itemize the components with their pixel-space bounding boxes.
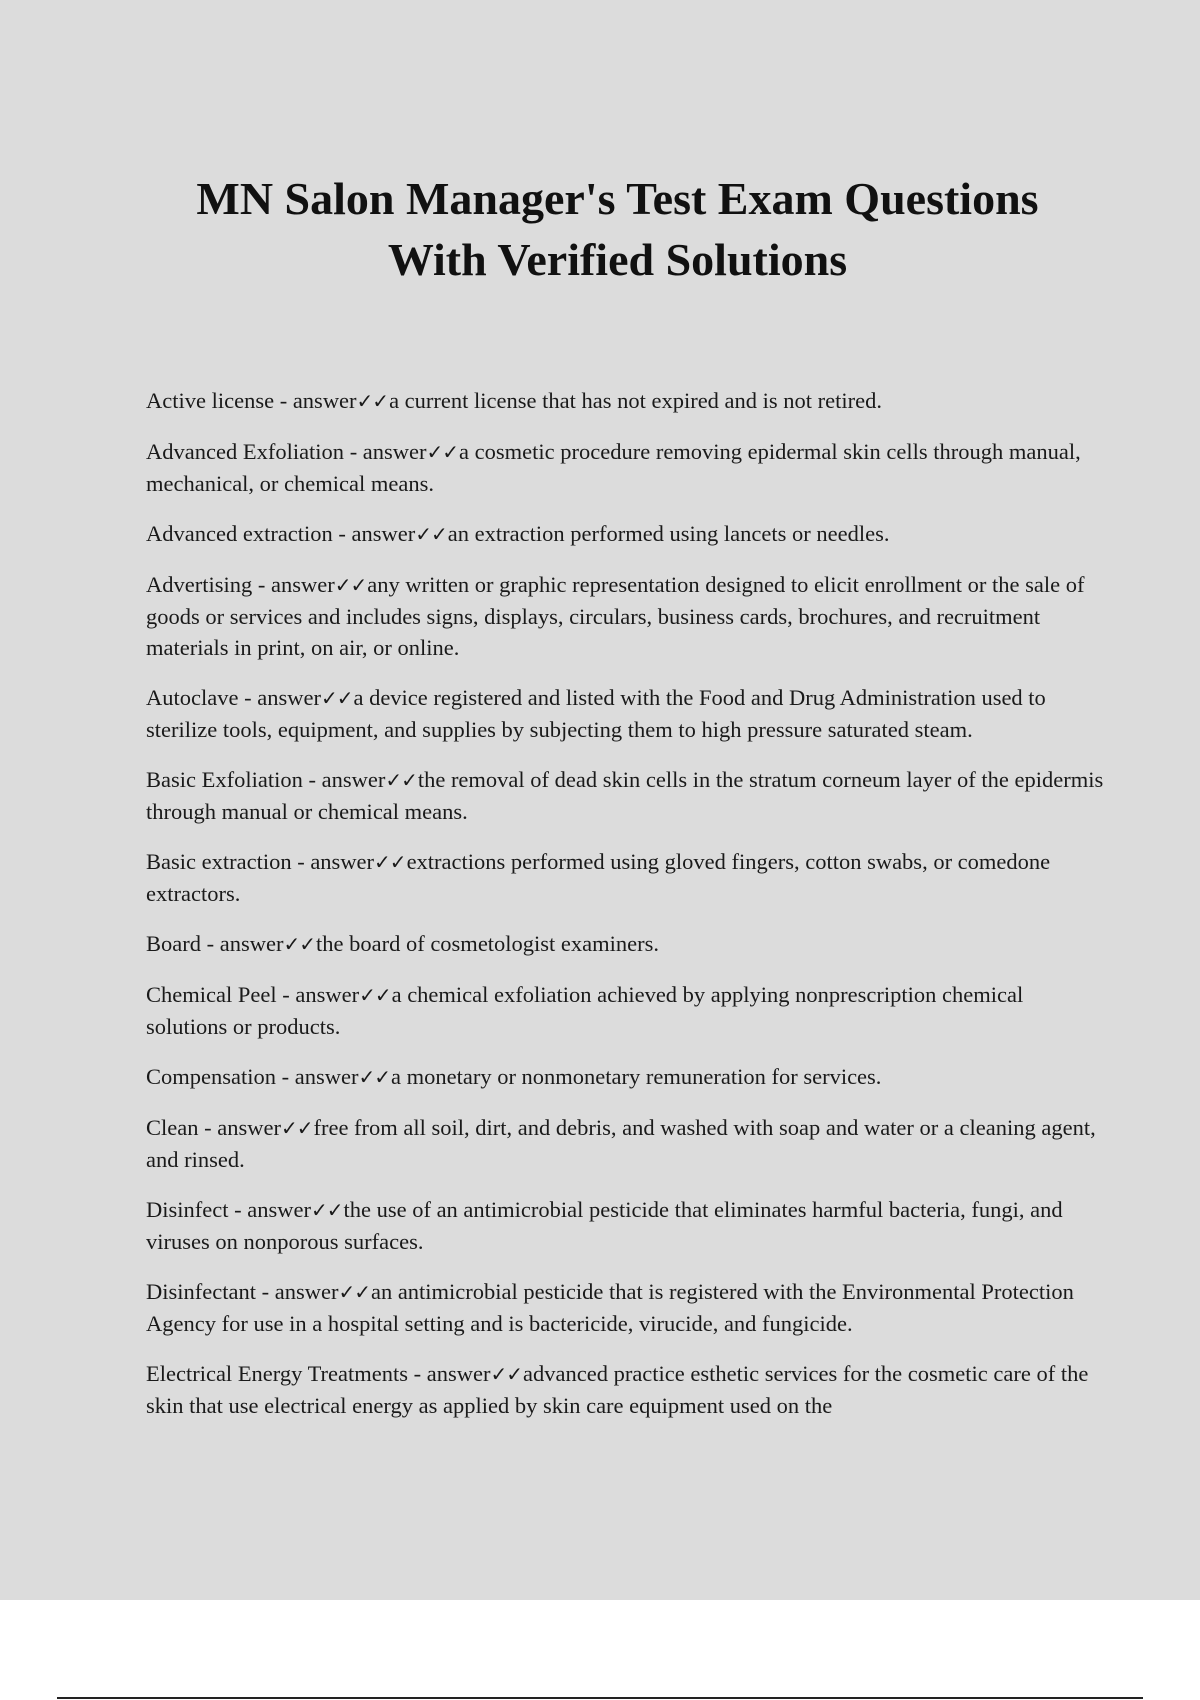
entry-definition: a monetary or nonmonetary remuneration for services.	[390, 1064, 882, 1089]
double-check-icon: ✓✓	[338, 1280, 370, 1304]
definition-entry	[146, 569, 1106, 663]
document-title	[80, 168, 1155, 290]
answer-separator: - answer	[274, 388, 357, 413]
title-line-1: MN Salon Manager's Test Exam Questions	[196, 173, 1039, 224]
double-check-icon: ✓✓	[359, 983, 391, 1007]
entry-term: Active license	[146, 388, 275, 413]
double-check-icon: ✓✓	[334, 573, 367, 597]
double-check-icon: ✓✓	[320, 686, 353, 710]
answer-separator: - answer	[332, 521, 416, 546]
answer-separator: - answer	[198, 1115, 281, 1140]
answer-separator: - answer	[302, 767, 386, 792]
entry-definition: extractions performed using gloved fingers, cotton swabs, or comedone extractors.	[146, 849, 1051, 906]
definition-entry	[146, 1276, 1106, 1339]
entry-definition: a cosmetic procedure removing epidermal skin cells through manual, mechanical, or chemical means.	[146, 439, 1081, 496]
answer-separator: - answer	[291, 849, 375, 874]
double-check-icon: ✓✓	[280, 1116, 313, 1140]
entry-term: Chemical Peel	[146, 982, 277, 1007]
answer-separator: - answer	[408, 1361, 491, 1386]
entry-definition: the removal of dead skin cells in the stratum corneum layer of the epidermis through manual or chemical means.	[146, 767, 1104, 824]
definition-entry	[146, 1061, 1106, 1093]
entry-term: Advanced extraction	[146, 521, 333, 546]
entry-term: Basic Exfoliation	[146, 767, 303, 792]
entry-definition: an extraction performed using lancets or needles.	[447, 521, 890, 546]
answer-separator: - answer	[238, 685, 321, 710]
entry-definition: advanced practice esthetic services for the cosmetic care of the skin that use electrical energy as applied by skin care equipment used on the	[146, 1361, 1089, 1418]
entry-term: Board	[146, 931, 201, 956]
entry-definition: an antimicrobial pesticide that is registered with the Environmental Protection Agency for use in a hospital setting and is bactericide, virucide, and fungicide.	[146, 1279, 1074, 1336]
double-check-icon: ✓✓	[490, 1362, 522, 1386]
definition-entry	[146, 385, 1106, 417]
definition-entry	[146, 682, 1106, 745]
entry-term: Basic extraction	[146, 849, 292, 874]
double-check-icon: ✓✓	[358, 1065, 390, 1089]
definition-entry	[146, 846, 1106, 909]
entry-definition: any written or graphic representation designed to elicit enrollment or the sale of goods or services and includes signs, displays, circulars, business cards, brochures, and recruitment materials in print, on air, or online.	[146, 572, 1085, 660]
entry-definition: free from all soil, dirt, and debris, and washed with soap and water or a cleaning agent, and rinsed.	[146, 1115, 1096, 1172]
entry-term: Advertising	[146, 572, 253, 597]
entry-term: Compensation	[146, 1064, 276, 1089]
entry-definition: a device registered and listed with the Food and Drug Administration used to sterilize tools, equipment, and supplies by subjecting them to high pressure saturated steam.	[146, 685, 1046, 742]
definition-entry	[146, 1194, 1106, 1257]
entry-term: Clean	[146, 1115, 199, 1140]
answer-separator: - answer	[276, 982, 360, 1007]
definition-entry	[146, 764, 1106, 827]
definition-list	[146, 385, 1106, 1440]
definition-entry	[146, 979, 1106, 1042]
entry-definition: a chemical exfoliation achieved by applying nonprescription chemical solutions or products.	[146, 982, 1024, 1039]
double-check-icon: ✓✓	[356, 389, 389, 413]
double-check-icon: ✓✓	[310, 1198, 343, 1222]
entry-term: Disinfect	[146, 1197, 229, 1222]
answer-separator: - answer	[252, 572, 335, 597]
entry-definition: the board of cosmetologist examiners.	[315, 931, 660, 956]
title-line-2: With Verified Solutions	[387, 234, 848, 285]
double-check-icon: ✓✓	[415, 522, 447, 546]
entry-term: Disinfectant	[146, 1279, 256, 1304]
answer-separator: - answer	[344, 439, 427, 464]
definition-entry	[146, 436, 1106, 499]
answer-separator: - answer	[255, 1279, 339, 1304]
double-check-icon: ✓✓	[426, 440, 459, 464]
answer-separator: - answer	[228, 1197, 311, 1222]
definition-entry	[146, 928, 1106, 960]
entry-definition: the use of an antimicrobial pesticide that eliminates harmful bacteria, fungi, and viruses on nonporous surfaces.	[146, 1197, 1063, 1254]
entry-term: Electrical Energy Treatments	[146, 1361, 409, 1386]
answer-separator: - answer	[201, 931, 284, 956]
entry-term: Advanced Exfoliation	[146, 439, 345, 464]
definition-entry	[146, 1358, 1106, 1421]
double-check-icon: ✓✓	[374, 850, 406, 874]
double-check-icon: ✓✓	[283, 932, 315, 956]
definition-entry	[146, 1112, 1106, 1175]
entry-term: Autoclave	[146, 685, 239, 710]
footer-divider	[57, 1697, 1143, 1699]
definition-entry	[146, 518, 1106, 550]
entry-definition: a current license that has not expired and is not retired.	[389, 388, 883, 413]
answer-separator: - answer	[276, 1064, 359, 1089]
double-check-icon: ✓✓	[385, 768, 417, 792]
